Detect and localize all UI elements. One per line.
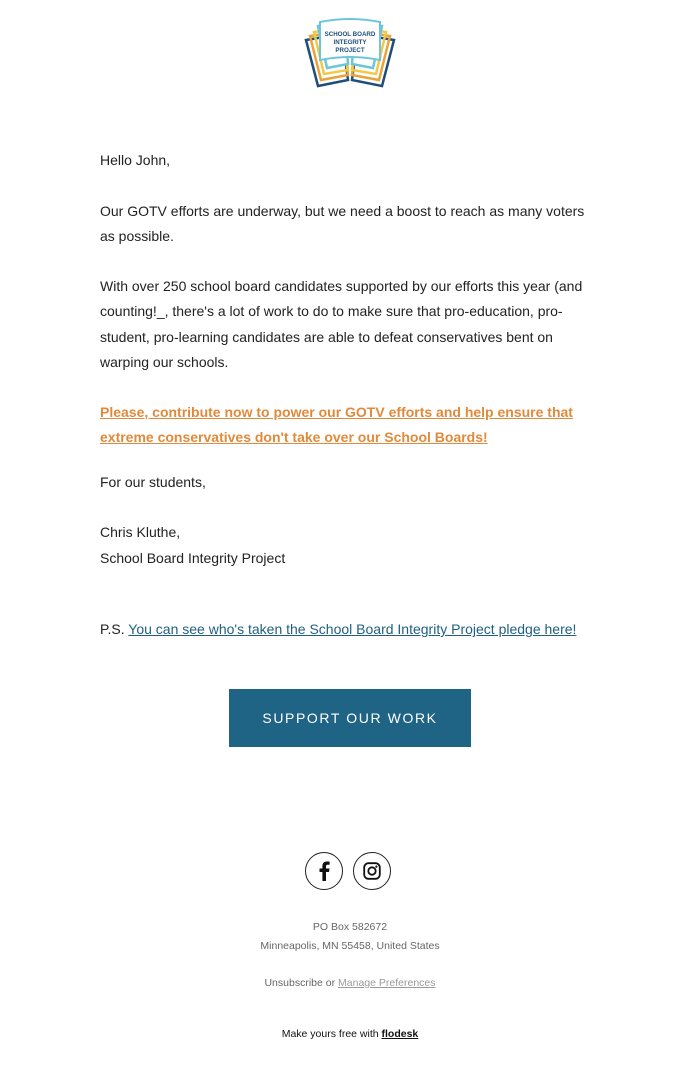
- footer-address: [0, 918, 700, 956]
- signoff: For our students,: [100, 473, 206, 490]
- social-links: [305, 852, 391, 890]
- ps-prefix: P.S.: [100, 621, 125, 637]
- flodesk-link[interactable]: flodesk: [381, 1028, 419, 1040]
- logo: [298, 14, 402, 88]
- logo-text-line1: SCHOOL BOARD: [324, 31, 376, 38]
- manage-preferences-link[interactable]: Manage Preferences: [338, 977, 436, 989]
- greeting: Hello John,: [100, 152, 171, 168]
- support-our-work-button[interactable]: SUPPORT OUR WORK: [229, 689, 471, 747]
- logo-text-line2: INTEGRITY: [333, 39, 367, 46]
- footer-unsubscribe: [0, 977, 700, 989]
- cta-paragraph: [100, 400, 590, 451]
- footer-brand: [0, 1028, 700, 1040]
- paragraph-gotv: Our GOTV efforts are underway, but we need a boost to reach as many voters as possible.: [100, 202, 585, 244]
- paragraph-candidates: With over 250 school board candidates supported by our efforts this year (and counting!_, there's a lot of work to do to make sure that pro-education, pro-student, pro-learning candidates are able to defeat conservatives bent on warping our schools.: [100, 277, 583, 370]
- logo-book-icon: [298, 14, 402, 88]
- or-text: or: [325, 977, 336, 989]
- signature-org: School Board Integrity Project: [100, 549, 286, 566]
- address-line-2: Minneapolis, MN 55458, United States: [260, 940, 440, 952]
- logo-text-line3: PROJECT: [335, 47, 365, 54]
- facebook-link[interactable]: [305, 852, 343, 890]
- facebook-icon: [317, 861, 331, 881]
- instagram-icon: [363, 862, 381, 880]
- email-body: [100, 148, 590, 571]
- address-line-1: PO Box 582672: [312, 921, 388, 933]
- postscript: [100, 617, 576, 642]
- contribute-link[interactable]: Please, contribute now to power our GOTV efforts and help ensure that extreme conservatives don't take over our School Boards!: [100, 403, 573, 445]
- unsubscribe-link[interactable]: Unsubscribe: [264, 977, 323, 989]
- brand-prefix: Make yours free with: [281, 1028, 379, 1040]
- pledge-link[interactable]: You can see who's taken the School Board Integrity Project pledge here!: [128, 621, 577, 637]
- signature-name: Chris Kluthe,: [100, 524, 181, 540]
- instagram-link[interactable]: [353, 852, 391, 890]
